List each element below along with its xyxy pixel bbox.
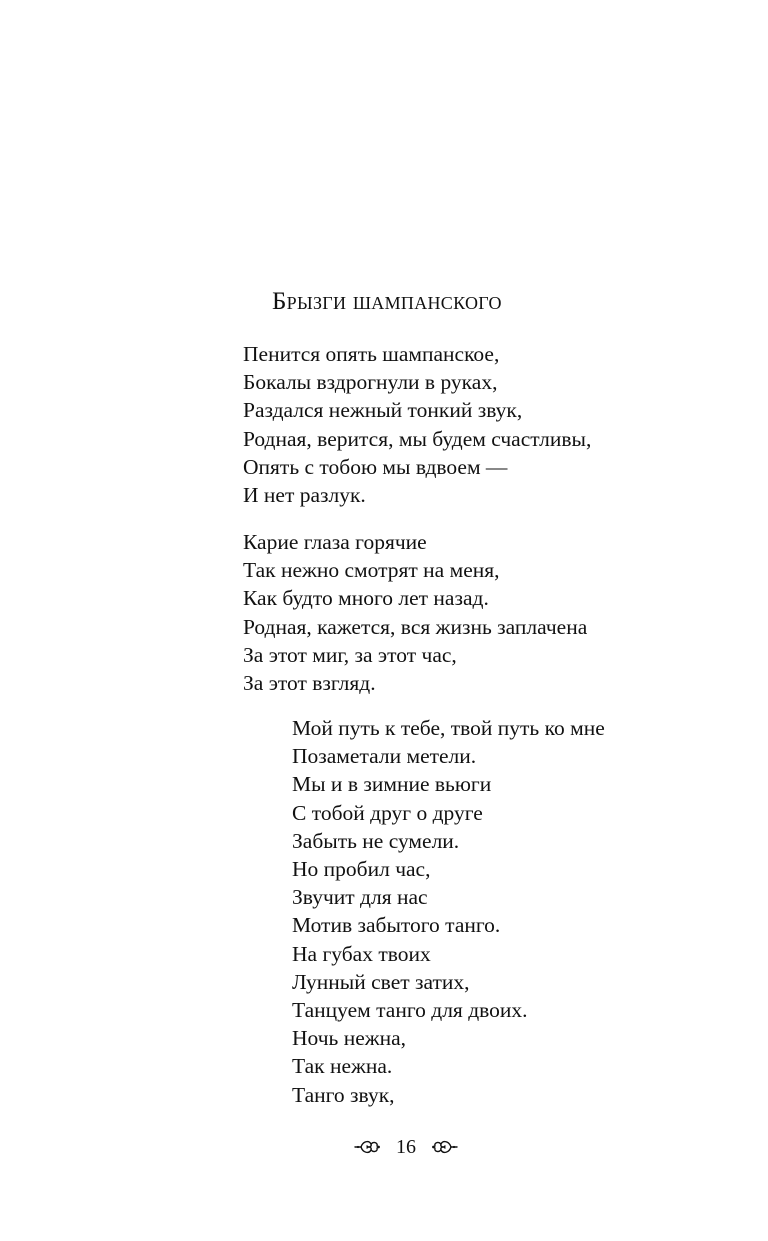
poem-line: Позаметали метели. xyxy=(292,744,477,769)
poem-line: На губах твоих xyxy=(292,941,431,966)
poem-line: Забыть не сумели. xyxy=(292,828,460,853)
flourish-left-icon xyxy=(354,1137,380,1157)
poem-line: Но пробил час, xyxy=(292,857,431,882)
page-number: 16 xyxy=(396,1136,416,1158)
flourish-right-icon xyxy=(432,1137,458,1157)
poem-line: За этот взгляд. xyxy=(243,671,376,696)
poem-line: Ночь нежна, xyxy=(292,1026,407,1051)
poem-line: Как будто много лет назад. xyxy=(243,586,489,611)
poem-line: Лунный свет затих, xyxy=(292,969,470,994)
poem-line: За этот миг, за этот час, xyxy=(243,642,457,667)
poem-line: Звучит для нас xyxy=(292,885,428,910)
poem-line: Карие глаза горячие xyxy=(243,530,427,554)
poem-line: Родная, кажется, вся жизнь заплачена xyxy=(243,614,588,639)
poem-line: Родная, верится, мы будем счастливы, xyxy=(243,426,592,451)
poem-line: Бокалы вздрогнули в руках, xyxy=(243,370,498,395)
poem-line: Так нежно смотрят на меня, xyxy=(243,558,500,583)
poem-line: И нет разлук. xyxy=(243,483,366,508)
page-footer xyxy=(354,1133,458,1161)
poem-line: Так нежна. xyxy=(292,1054,393,1079)
poem-line: Мы и в зимние вьюги xyxy=(292,772,492,797)
poem-title: Брызги шампанского xyxy=(272,288,502,315)
poem-line: С тобой друг о друге xyxy=(292,800,483,825)
stanza-2 xyxy=(243,528,587,697)
poem-line: Опять с тобою мы вдвоем — xyxy=(243,454,508,479)
poem-line: Раздался нежный тонкий звук, xyxy=(243,398,523,423)
poem-line: Мой путь к тебе, твой путь ко мне xyxy=(292,716,605,740)
poem-line: Пенится опять шампанское, xyxy=(243,342,500,366)
poem-line: Мотив забытого танго. xyxy=(292,913,501,938)
stanza-3-refrain xyxy=(292,714,605,1109)
poem-line: Танго звук, xyxy=(292,1082,395,1107)
stanza-1 xyxy=(243,340,591,509)
poem-line: Танцуем танго для двоих. xyxy=(292,998,528,1023)
